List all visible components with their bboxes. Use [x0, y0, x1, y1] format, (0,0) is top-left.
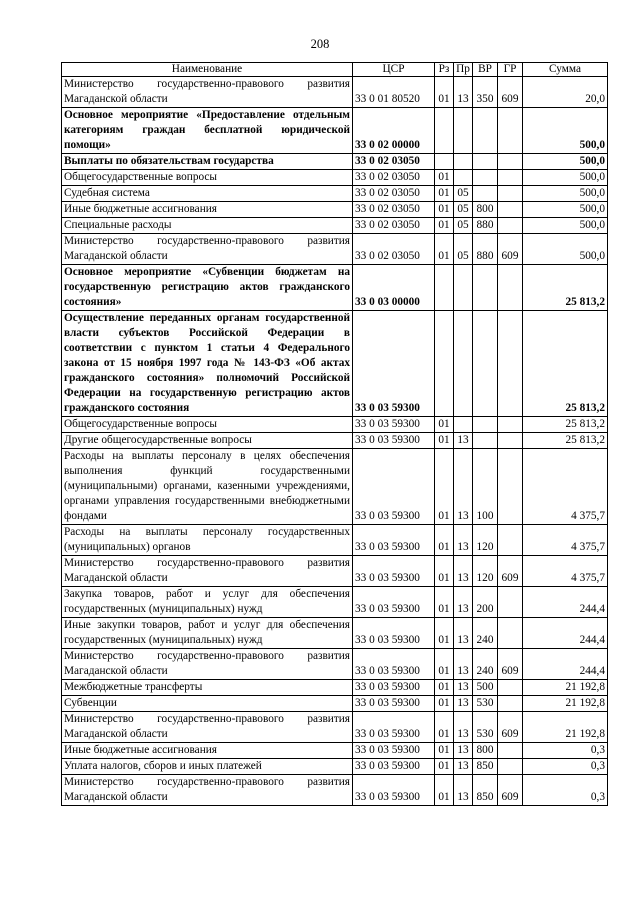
row-name: Иные закупки товаров, работ и услуг для обеспечения государственных (муниципальных) нужд: [62, 618, 353, 649]
row-gr: [498, 218, 523, 234]
row-vr: 200: [473, 587, 498, 618]
table-row: [62, 449, 608, 525]
row-rz: 01: [435, 202, 454, 218]
table-header-row: [62, 63, 608, 77]
row-rz: 01: [435, 680, 454, 696]
row-vr: [473, 170, 498, 186]
row-rz: 01: [435, 186, 454, 202]
row-csr: 33 0 02 00000: [353, 108, 435, 154]
row-name: Выплаты по обязательствам государства: [62, 154, 353, 170]
row-pr: 13: [454, 680, 473, 696]
row-vr: 530: [473, 712, 498, 743]
table-row: [62, 696, 608, 712]
row-gr: [498, 417, 523, 433]
row-vr: 880: [473, 218, 498, 234]
row-csr: 33 0 03 59300: [353, 311, 435, 417]
table-row: [62, 712, 608, 743]
row-rz: 01: [435, 218, 454, 234]
row-gr: [498, 154, 523, 170]
row-vr: 530: [473, 696, 498, 712]
row-gr: [498, 696, 523, 712]
row-sum: 500,0: [523, 218, 608, 234]
row-rz: [435, 265, 454, 311]
row-gr: 609: [498, 234, 523, 265]
row-gr: [498, 759, 523, 775]
row-sum: 20,0: [523, 77, 608, 108]
row-gr: 609: [498, 712, 523, 743]
row-rz: 01: [435, 743, 454, 759]
row-gr: 609: [498, 775, 523, 806]
row-rz: 01: [435, 433, 454, 449]
table-row: [62, 234, 608, 265]
row-vr: [473, 417, 498, 433]
row-csr: 33 0 03 59300: [353, 759, 435, 775]
table-row: [62, 618, 608, 649]
row-pr: [454, 108, 473, 154]
row-vr: 350: [473, 77, 498, 108]
table-row: [62, 154, 608, 170]
row-pr: [454, 154, 473, 170]
row-pr: 13: [454, 556, 473, 587]
row-name: Общегосударственные вопросы: [62, 417, 353, 433]
row-gr: [498, 449, 523, 525]
row-sum: 4 375,7: [523, 556, 608, 587]
row-vr: [473, 265, 498, 311]
row-gr: 609: [498, 649, 523, 680]
row-name: Министерство государственно-правового развития Магаданской области: [62, 556, 353, 587]
row-gr: [498, 680, 523, 696]
row-vr: 880: [473, 234, 498, 265]
row-sum: 500,0: [523, 234, 608, 265]
row-vr: 240: [473, 618, 498, 649]
row-csr: 33 0 03 59300: [353, 587, 435, 618]
table-row: [62, 218, 608, 234]
row-rz: [435, 311, 454, 417]
row-vr: 850: [473, 759, 498, 775]
table-row: [62, 759, 608, 775]
row-rz: 01: [435, 696, 454, 712]
table-row: [62, 525, 608, 556]
row-vr: 120: [473, 525, 498, 556]
row-pr: [454, 170, 473, 186]
table-row: [62, 680, 608, 696]
row-name: Другие общегосударственные вопросы: [62, 433, 353, 449]
row-pr: 13: [454, 712, 473, 743]
row-name: Основное мероприятие «Предоставление отдельным категориям граждан бесплатной юридической помощи»: [62, 108, 353, 154]
row-rz: 01: [435, 775, 454, 806]
row-gr: [498, 433, 523, 449]
row-pr: 05: [454, 202, 473, 218]
header-vr: ВР: [473, 63, 498, 77]
row-name: Министерство государственно-правового развития Магаданской области: [62, 234, 353, 265]
row-pr: 13: [454, 759, 473, 775]
row-pr: 13: [454, 618, 473, 649]
row-sum: 500,0: [523, 186, 608, 202]
row-sum: 21 192,8: [523, 712, 608, 743]
row-rz: 01: [435, 170, 454, 186]
row-csr: 33 0 03 00000: [353, 265, 435, 311]
row-gr: [498, 186, 523, 202]
row-csr: 33 0 03 59300: [353, 417, 435, 433]
row-name: Министерство государственно-правового развития Магаданской области: [62, 77, 353, 108]
row-name: Министерство государственно-правового развития Магаданской области: [62, 775, 353, 806]
row-sum: 25 813,2: [523, 265, 608, 311]
row-rz: 01: [435, 712, 454, 743]
row-name: Иные бюджетные ассигнования: [62, 743, 353, 759]
table-row: [62, 775, 608, 806]
row-pr: 13: [454, 696, 473, 712]
budget-table: [61, 62, 608, 806]
row-name: Общегосударственные вопросы: [62, 170, 353, 186]
row-csr: 33 0 03 59300: [353, 449, 435, 525]
row-name: Расходы на выплаты персоналу государственных (муниципальных) органов: [62, 525, 353, 556]
row-sum: 0,3: [523, 775, 608, 806]
row-csr: 33 0 03 59300: [353, 556, 435, 587]
row-gr: [498, 108, 523, 154]
table-row: [62, 417, 608, 433]
row-gr: [498, 311, 523, 417]
row-csr: 33 0 02 03050: [353, 170, 435, 186]
row-pr: 05: [454, 186, 473, 202]
row-vr: 500: [473, 680, 498, 696]
row-gr: 609: [498, 77, 523, 108]
row-pr: 05: [454, 218, 473, 234]
row-sum: 21 192,8: [523, 680, 608, 696]
row-vr: 100: [473, 449, 498, 525]
row-rz: 01: [435, 525, 454, 556]
row-rz: [435, 108, 454, 154]
row-csr: 33 0 03 59300: [353, 743, 435, 759]
row-csr: 33 0 03 59300: [353, 433, 435, 449]
row-name: Закупка товаров, работ и услуг для обеспечения государственных (муниципальных) нужд: [62, 587, 353, 618]
row-sum: 500,0: [523, 170, 608, 186]
table-row: [62, 649, 608, 680]
row-gr: [498, 202, 523, 218]
table-row: [62, 556, 608, 587]
row-rz: [435, 154, 454, 170]
row-name: Судебная система: [62, 186, 353, 202]
row-pr: [454, 265, 473, 311]
row-sum: 500,0: [523, 154, 608, 170]
row-sum: 500,0: [523, 202, 608, 218]
table-row: [62, 265, 608, 311]
header-sum: Сумма: [523, 63, 608, 77]
row-csr: 33 0 03 59300: [353, 680, 435, 696]
table-row: [62, 108, 608, 154]
table-row: [62, 186, 608, 202]
header-pr: Пр: [454, 63, 473, 77]
row-sum: 4 375,7: [523, 449, 608, 525]
row-sum: 244,4: [523, 618, 608, 649]
row-pr: 13: [454, 587, 473, 618]
row-vr: [473, 186, 498, 202]
table-row: [62, 743, 608, 759]
row-csr: 33 0 03 59300: [353, 525, 435, 556]
row-vr: [473, 108, 498, 154]
row-sum: 4 375,7: [523, 525, 608, 556]
row-rz: 01: [435, 556, 454, 587]
row-csr: 33 0 03 59300: [353, 618, 435, 649]
row-csr: 33 0 01 80520: [353, 77, 435, 108]
row-sum: 25 813,2: [523, 311, 608, 417]
row-name: Министерство государственно-правового развития Магаданской области: [62, 712, 353, 743]
row-pr: 13: [454, 743, 473, 759]
row-pr: 13: [454, 433, 473, 449]
row-vr: [473, 311, 498, 417]
row-csr: 33 0 02 03050: [353, 154, 435, 170]
page-number: 208: [310, 37, 330, 51]
row-pr: 13: [454, 77, 473, 108]
row-name: Осуществление переданных органам государственной власти субъектов Российской Федерации в соответствии с пунктом 1 статьи 4 Федерального закона от 15 ноября 1997 года № 143-ФЗ «Об актах гражданского состояния» полномочий Российской Федерации на государственную регистрацию актов гражданского состояния: [62, 311, 353, 417]
row-pr: 13: [454, 649, 473, 680]
row-rz: 01: [435, 234, 454, 265]
row-sum: 0,3: [523, 759, 608, 775]
row-pr: [454, 417, 473, 433]
row-rz: 01: [435, 449, 454, 525]
row-name: Иные бюджетные ассигнования: [62, 202, 353, 218]
row-gr: [498, 618, 523, 649]
table-row: [62, 170, 608, 186]
row-name: Уплата налогов, сборов и иных платежей: [62, 759, 353, 775]
row-name: Специальные расходы: [62, 218, 353, 234]
row-pr: [454, 311, 473, 417]
header-name: Наименование: [62, 63, 353, 77]
row-vr: [473, 433, 498, 449]
row-pr: 13: [454, 525, 473, 556]
row-vr: 850: [473, 775, 498, 806]
row-rz: 01: [435, 618, 454, 649]
row-csr: 33 0 03 59300: [353, 712, 435, 743]
row-rz: 01: [435, 649, 454, 680]
table-row: [62, 587, 608, 618]
row-vr: 240: [473, 649, 498, 680]
table-row: [62, 202, 608, 218]
row-rz: 01: [435, 77, 454, 108]
row-vr: [473, 154, 498, 170]
row-vr: 800: [473, 202, 498, 218]
row-gr: [498, 170, 523, 186]
row-gr: [498, 743, 523, 759]
row-sum: 21 192,8: [523, 696, 608, 712]
row-name: Субвенции: [62, 696, 353, 712]
row-sum: 25 813,2: [523, 417, 608, 433]
table-row: [62, 311, 608, 417]
row-pr: 13: [454, 775, 473, 806]
row-name: Основное мероприятие «Субвенции бюджетам на государственную регистрацию актов гражданского состояния»: [62, 265, 353, 311]
row-vr: 800: [473, 743, 498, 759]
row-gr: 609: [498, 556, 523, 587]
row-gr: [498, 525, 523, 556]
row-csr: 33 0 02 03050: [353, 202, 435, 218]
row-vr: 120: [473, 556, 498, 587]
row-pr: 05: [454, 234, 473, 265]
row-name: Межбюджетные трансферты: [62, 680, 353, 696]
row-name: Расходы на выплаты персоналу в целях обеспечения выполнения функций государственными (муниципальными) органами, казенными учреждениями, органами управления государственными внебюджетными фондами: [62, 449, 353, 525]
table-row: [62, 433, 608, 449]
row-name: Министерство государственно-правового развития Магаданской области: [62, 649, 353, 680]
row-sum: 25 813,2: [523, 433, 608, 449]
row-csr: 33 0 02 03050: [353, 218, 435, 234]
header-gr: ГР: [498, 63, 523, 77]
row-csr: 33 0 02 03050: [353, 186, 435, 202]
row-csr: 33 0 03 59300: [353, 775, 435, 806]
table-row: [62, 77, 608, 108]
row-rz: 01: [435, 587, 454, 618]
row-csr: 33 0 02 03050: [353, 234, 435, 265]
row-sum: 0,3: [523, 743, 608, 759]
header-csr: ЦСР: [353, 63, 435, 77]
header-rz: Рз: [435, 63, 454, 77]
row-sum: 244,4: [523, 587, 608, 618]
row-gr: [498, 587, 523, 618]
row-rz: 01: [435, 417, 454, 433]
row-gr: [498, 265, 523, 311]
row-csr: 33 0 03 59300: [353, 696, 435, 712]
row-pr: 13: [454, 449, 473, 525]
row-rz: 01: [435, 759, 454, 775]
row-sum: 500,0: [523, 108, 608, 154]
row-csr: 33 0 03 59300: [353, 649, 435, 680]
row-sum: 244,4: [523, 649, 608, 680]
